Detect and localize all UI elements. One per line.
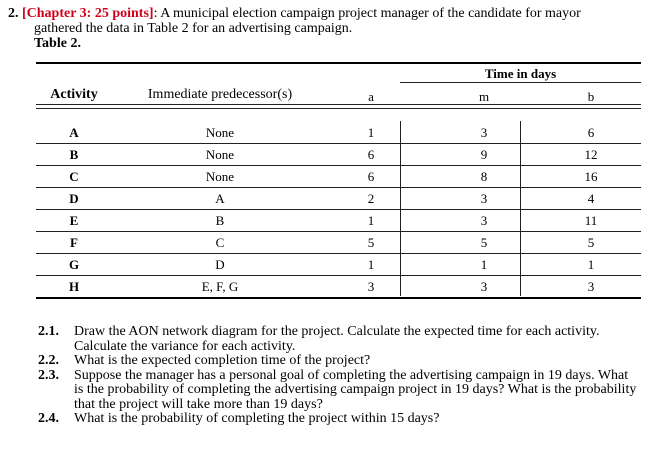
table-cell-b: 5 <box>587 235 595 250</box>
table-cell-a: 1 <box>367 125 375 140</box>
table-cell-m: 5 <box>480 235 488 250</box>
table-cell-m: 3 <box>480 191 488 206</box>
table-cell-activity: B <box>69 147 79 162</box>
table-cell-m: 3 <box>480 213 488 228</box>
question-item-text: What is the expected completion time of the project? <box>74 353 371 368</box>
table-cell-m: 8 <box>480 169 488 184</box>
question-item-number: 2.3. <box>38 367 59 383</box>
question-number: 2. <box>8 6 19 21</box>
heading-text-line2: gathered the data in Table 2 for an advertising campaign. <box>34 21 353 36</box>
table-cell-a: 6 <box>367 169 375 184</box>
table-cell-predecessor: E, F, G <box>201 279 239 294</box>
group-header-rule <box>400 82 641 83</box>
table-cell-b: 3 <box>587 279 595 294</box>
table-cell-predecessor: None <box>205 147 235 162</box>
row-divider <box>36 231 641 232</box>
header-a: a <box>368 89 374 104</box>
header-rule-1 <box>36 104 641 105</box>
table-cell-predecessor: None <box>205 125 235 140</box>
table-cell-activity: E <box>69 213 79 228</box>
question-item <box>38 354 638 369</box>
table-cell-b: 16 <box>584 169 598 184</box>
table-cell-activity: F <box>70 235 78 250</box>
table-cell-a: 3 <box>367 279 375 294</box>
table-cell-a: 1 <box>367 257 375 272</box>
table-cell-b: 1 <box>587 257 595 272</box>
question-item <box>38 369 638 413</box>
question-item-text: What is the probability of completing the project within 15 days? <box>74 411 440 426</box>
questions-list <box>38 325 638 427</box>
row-divider <box>36 275 641 276</box>
header-predecessor: Immediate predecessor(s) <box>147 87 293 102</box>
table-title: Table 2. <box>34 36 81 51</box>
time-in-days-header: Time in days <box>484 66 557 81</box>
header-activity: Activity <box>50 87 98 102</box>
question-item <box>38 412 638 427</box>
question-item-number: 2.2. <box>38 353 59 368</box>
row-divider <box>36 209 641 210</box>
table-cell-activity: D <box>69 191 79 206</box>
table-cell-activity: G <box>68 257 80 272</box>
question-item <box>38 325 638 354</box>
table-bottom-rule <box>36 297 641 299</box>
table-cell-activity: C <box>69 169 79 184</box>
table-cell-b: 12 <box>584 147 598 162</box>
table-cell-b: 11 <box>584 213 598 228</box>
table-cell-m: 3 <box>480 279 488 294</box>
table-cell-predecessor: A <box>215 191 225 206</box>
question-item-number: 2.4. <box>38 411 59 426</box>
table-cell-activity: A <box>69 125 79 140</box>
table-cell-b: 4 <box>587 191 595 206</box>
row-divider <box>36 143 641 144</box>
row-divider <box>36 253 641 254</box>
question-heading <box>8 6 638 51</box>
table-cell-activity: H <box>68 279 80 294</box>
header-b: b <box>587 89 595 104</box>
header-rule-2 <box>36 108 641 109</box>
table-cell-b: 6 <box>587 125 595 140</box>
table-cell-m: 3 <box>480 125 488 140</box>
table-cell-m: 9 <box>480 147 488 162</box>
table-cell-a: 5 <box>367 235 375 250</box>
table-cell-predecessor: B <box>215 213 225 228</box>
row-divider <box>36 165 641 166</box>
table-cell-a: 6 <box>367 147 375 162</box>
row-divider <box>36 187 641 188</box>
question-item-text: Draw the AON network diagram for the project. Calculate the expected time for each activity. Calculate the variance for each activity. <box>74 324 600 354</box>
heading-text-line1: : A municipal election campaign project manager of the candidate for mayor <box>153 6 581 21</box>
table-cell-predecessor: C <box>215 235 225 250</box>
table-cell-predecessor: None <box>205 169 235 184</box>
table-top-rule <box>36 62 641 64</box>
header-m: m <box>478 89 490 104</box>
question-item-number: 2.1. <box>38 324 59 339</box>
table-cell-m: 1 <box>480 257 488 272</box>
question-item-text: Suppose the manager has a personal goal of completing the advertising campaign in 19 days. What is the probability of completing the advertising campaign project in 19 days? What is the probability that the project will take more than 19 days? <box>74 367 637 412</box>
table-cell-a: 2 <box>367 191 375 206</box>
table-cell-predecessor: D <box>215 257 225 272</box>
chapter-label: [Chapter 3: 25 points] <box>22 6 154 21</box>
table-cell-a: 1 <box>367 213 375 228</box>
